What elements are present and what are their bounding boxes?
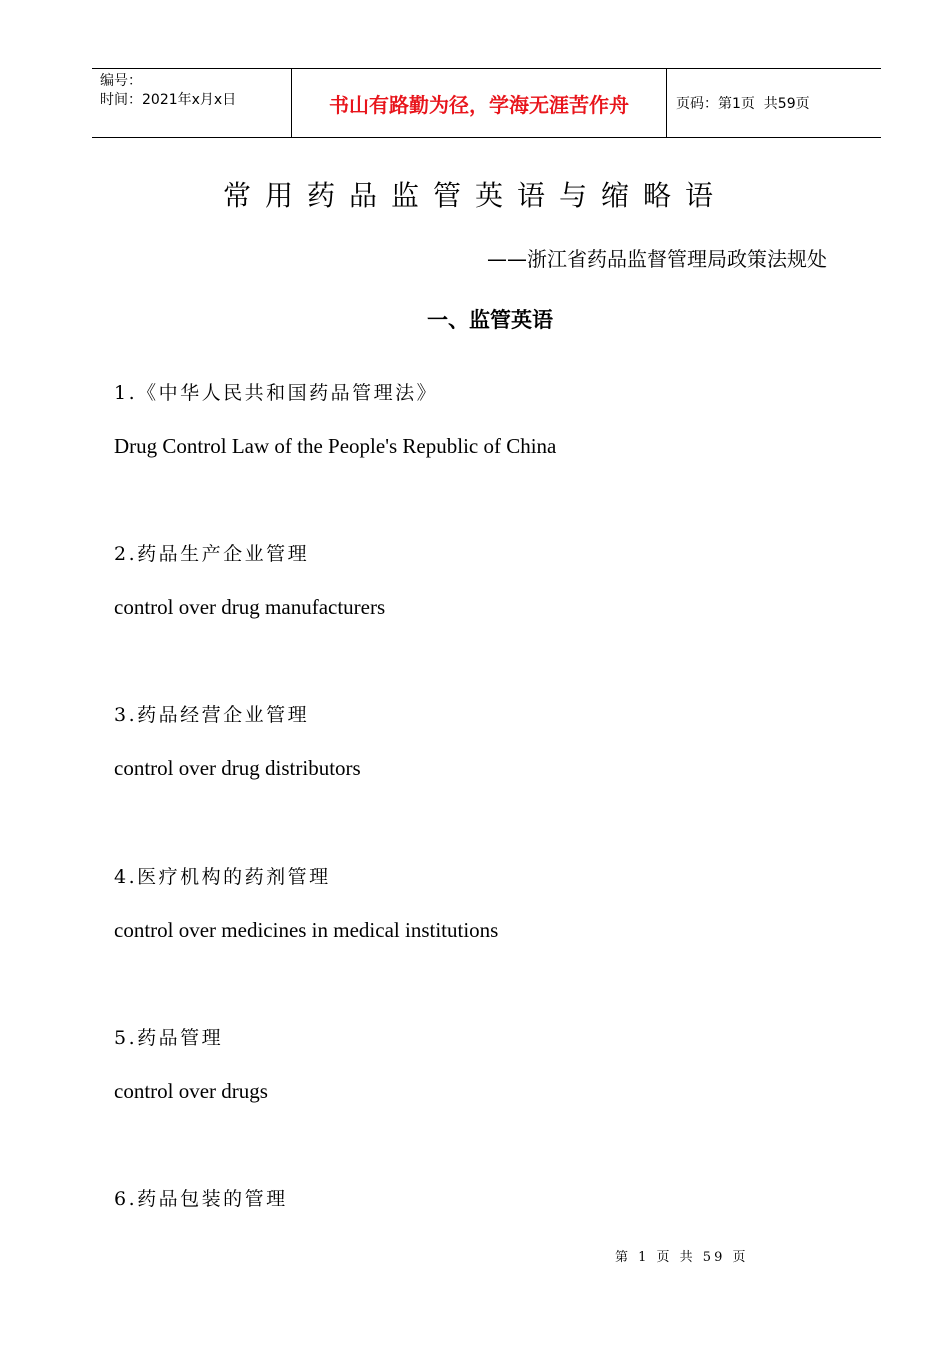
term-chinese: 2.药品生产企业管理 [114, 543, 310, 566]
serial-label: 编号： [100, 73, 142, 89]
document-subtitle: ——浙江省药品监督管理局政策法规处 [487, 247, 827, 271]
term-entry [114, 863, 874, 1024]
term-chinese: 1.《中华人民共和国药品管理法》 [114, 382, 439, 404]
term-english: control over drug distributors [114, 756, 361, 781]
term-english: control over medicines in medical institutions [114, 917, 499, 942]
term-entry [114, 1185, 874, 1346]
term-chinese: 6.药品包装的管理 [114, 1187, 288, 1210]
header-meta [92, 69, 292, 137]
term-chinese: 3.药品经营企业管理 [114, 704, 310, 727]
header-motto: 书山有路勤为径，学海无涯苦作舟 [292, 69, 667, 137]
term-entry [114, 1024, 874, 1185]
term-english: control over drug manufacturers [114, 595, 386, 620]
term-entry [114, 540, 874, 701]
page-footer: 第 1 页 共 59 页 [615, 1250, 749, 1265]
term-entry [114, 701, 874, 862]
header-page-info: 页码：第1页 共59页 [676, 96, 810, 112]
term-entry [114, 379, 874, 540]
term-english: Drug Control Law of the People's Republic of China [114, 434, 557, 458]
term-chinese: 4.医疗机构的药剂管理 [114, 865, 331, 888]
page-header [92, 68, 881, 138]
document-title: 常用药品监管英语与缩略语 [222, 179, 727, 212]
term-list [114, 379, 874, 1346]
time-label: 时间：2021年x月x日 [100, 92, 237, 108]
term-english: control over drugs [114, 1078, 268, 1103]
term-chinese: 5.药品管理 [114, 1026, 224, 1049]
section-title: 一、监管英语 [427, 308, 553, 332]
